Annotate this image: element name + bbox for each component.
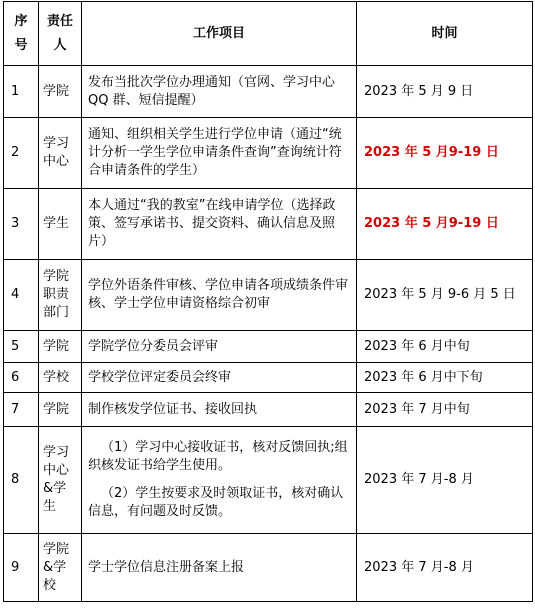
row-responsible: 学校 — [39, 363, 82, 393]
table-row — [4, 534, 533, 602]
row-time: 2023 年 5 月9-19 日 — [357, 189, 533, 260]
row-task: 制作核发学位证书、接收回执 — [82, 393, 357, 427]
row-responsible: 学院 — [39, 393, 82, 427]
row-time: 2023 年 5 月9-19 日 — [357, 118, 533, 189]
table-row — [4, 66, 533, 118]
row-index: 8 — [4, 427, 39, 534]
row-time: 2023 年 7 月-8 月 — [357, 534, 533, 602]
header-index: 序号 — [4, 2, 39, 66]
row-time: 2023 年 6 月中下旬 — [357, 363, 533, 393]
table-row — [4, 189, 533, 260]
row-time: 2023 年 6 月中旬 — [357, 331, 533, 363]
header-responsible: 责任人 — [39, 2, 82, 66]
row-responsible: 学院 — [39, 66, 82, 118]
row-task: 通知、组织相关学生进行学位申请（通过“统计分析一学生学位申请条件查询”查询统计符合申请条件的学生） — [82, 118, 357, 189]
row-time: 2023 年 7 月-8 月 — [357, 427, 533, 534]
table-row — [4, 331, 533, 363]
row-task: 学院学位分委员会评审 — [82, 331, 357, 363]
row-responsible: 学院职责部门 — [39, 260, 82, 331]
row-time: 2023 年 7 月中旬 — [357, 393, 533, 427]
row-task: 本人通过“我的教室”在线申请学位（选择政策、签写承诺书、提交资料、确认信息及照片） — [82, 189, 357, 260]
row-responsible: 学院 — [39, 331, 82, 363]
table-row — [4, 393, 533, 427]
row-index: 6 — [4, 363, 39, 393]
row-task: 发布当批次学位办理通知（官网、学习中心 QQ 群、短信提醒） — [82, 66, 357, 118]
table-row — [4, 260, 533, 331]
row-task — [82, 427, 357, 534]
row-index: 1 — [4, 66, 39, 118]
row-responsible: 学习中心&学生 — [39, 427, 82, 534]
table-row — [4, 427, 533, 534]
header-row — [4, 2, 533, 66]
task-paragraph: （1）学习中心接收证书，核对反馈回执;组织核发证书给学生使用。 — [88, 440, 348, 473]
row-index: 5 — [4, 331, 39, 363]
row-time: 2023 年 5 月 9-6 月 5 日 — [357, 260, 533, 331]
schedule-table — [3, 1, 533, 602]
row-responsible: 学院&学校 — [39, 534, 82, 602]
row-task: 学士学位信息注册备案上报 — [82, 534, 357, 602]
row-time: 2023 年 5 月 9 日 — [357, 66, 533, 118]
row-index: 4 — [4, 260, 39, 331]
header-time: 时间 — [357, 2, 533, 66]
row-task: 学校学位评定委员会终审 — [82, 363, 357, 393]
row-index: 7 — [4, 393, 39, 427]
header-task: 工作项目 — [82, 2, 357, 66]
table-row — [4, 363, 533, 393]
row-responsible: 学习中心 — [39, 118, 82, 189]
row-index: 2 — [4, 118, 39, 189]
task-paragraph: （2）学生按要求及时领取证书，核对确认信息，有问题及时反馈。 — [88, 486, 344, 519]
row-index: 9 — [4, 534, 39, 602]
row-task: 学位外语条件审核、学位申请各项成绩条件审核、学士学位申请资格综合初审 — [82, 260, 357, 331]
row-responsible: 学生 — [39, 189, 82, 260]
table-row — [4, 118, 533, 189]
row-index: 3 — [4, 189, 39, 260]
